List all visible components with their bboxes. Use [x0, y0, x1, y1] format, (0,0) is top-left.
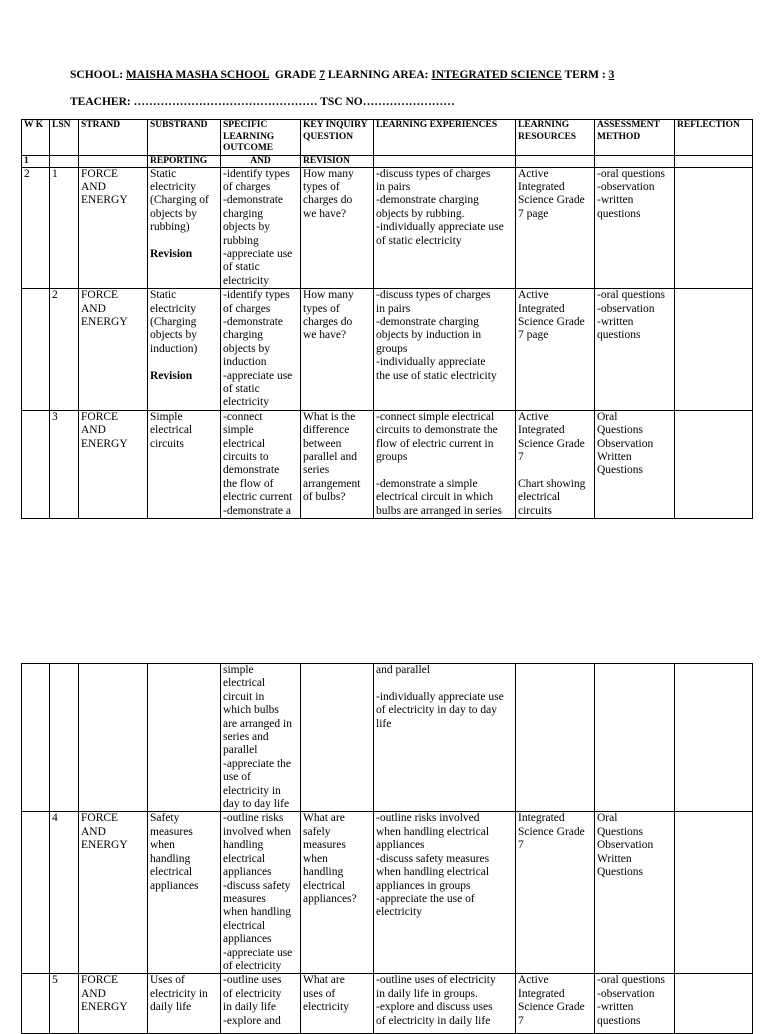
col-header-strand: STRAND	[79, 120, 148, 156]
scheme-table-page2	[21, 663, 753, 1034]
cell-resources	[516, 664, 595, 812]
cell-lsn: 5	[50, 974, 79, 1034]
cell-substrand: Simple electrical circuits	[148, 410, 221, 518]
week1-question: REVISION	[301, 155, 374, 167]
col-header-experiences: LEARNING EXPERIENCES	[374, 120, 516, 156]
table-body-page2	[22, 664, 753, 1034]
school-label: SCHOOL:	[70, 69, 124, 81]
cell-strand: FORCE AND ENERGY	[79, 974, 148, 1034]
cell-substrand: Safety measures when handling electrical appliances	[148, 812, 221, 974]
cell-assessment	[595, 664, 675, 812]
cell-experiences: -connect simple electrical circuits to demonstrate the flow of electric current in groups -demonstrate a simple electrical circuit in which bulbs are arranged in series	[374, 410, 516, 518]
col-header-wk: W K	[22, 120, 50, 156]
col-header-reflection: REFLECTION	[675, 120, 753, 156]
cell-strand: FORCE AND ENERGY	[79, 812, 148, 974]
table-row	[22, 410, 753, 518]
table-row	[22, 167, 753, 289]
week1-wk: 1	[22, 155, 50, 167]
cell-assessment: -oral questions -observation -written questions	[595, 289, 675, 411]
cell-question: What is the difference between parallel and series arrangement of bulbs?	[301, 410, 374, 518]
cell-substrand: Static electricity (Charging of objects by rubbing) Revision	[148, 167, 221, 289]
cell-wk	[22, 664, 50, 812]
cell-assessment: -oral questions -observation -written questions	[595, 974, 675, 1034]
cell-resources: Active Integrated Science Grade 7 Chart showing electrical circuits	[516, 410, 595, 518]
col-header-resources: LEARNING RESOURCES	[516, 120, 595, 156]
week1-outcome: AND	[221, 155, 301, 167]
cell-strand: FORCE AND ENERGY	[79, 410, 148, 518]
col-header-lsn: LSN	[50, 120, 79, 156]
cell-reflection	[675, 812, 753, 974]
col-header-outcome: SPECIFIC LEARNING OUTCOME	[221, 120, 301, 156]
term-label: TERM :	[564, 69, 606, 81]
cell-strand	[79, 664, 148, 812]
cell-assessment: Oral Questions Observation Written Questions	[595, 812, 675, 974]
cell-experiences: -discuss types of charges in pairs -demonstrate charging objects by rubbing. -individually appreciate use of static electricity	[374, 167, 516, 289]
header-teacher-line: TEACHER: ………………………………………… TSC NO……………………	[70, 96, 455, 108]
scheme-table-page1	[21, 119, 753, 519]
col-header-assessment: ASSESSMENT METHOD	[595, 120, 675, 156]
cell-strand: FORCE AND ENERGY	[79, 167, 148, 289]
grade-value: 7	[319, 69, 325, 81]
week1-substrand: REPORTING	[148, 155, 221, 167]
header-school-line	[70, 69, 614, 81]
cell-resources: Active Integrated Science Grade 7	[516, 974, 595, 1034]
cell-substrand: Uses of electricity in daily life	[148, 974, 221, 1034]
cell-question: What are uses of electricity	[301, 974, 374, 1034]
cell-outcome: -identify types of charges -demonstrate charging objects by rubbing -appreciate use of static electricity	[221, 167, 301, 289]
revision-note: Revision	[150, 369, 193, 382]
cell-reflection	[675, 167, 753, 289]
cell-outcome: -identify types of charges -demonstrate charging objects by induction -appreciate use of static electricity	[221, 289, 301, 411]
cell-outcome: -outline risks involved when handling electrical appliances -discuss safety measures when handling electrical appliances -appreciate use of electricity	[221, 812, 301, 974]
term-value: 3	[608, 69, 615, 81]
cell-wk: 2	[22, 167, 50, 289]
col-header-question: KEY INQUIRY QUESTION	[301, 120, 374, 156]
cell-experiences: -outline uses of electricity in daily life in groups. -explore and discuss uses of electricity in daily life	[374, 974, 516, 1034]
cell-assessment: Oral Questions Observation Written Questions	[595, 410, 675, 518]
cell-question: How many types of charges do we have?	[301, 289, 374, 411]
table-header-row	[22, 120, 753, 156]
grade-label: GRADE	[274, 69, 317, 81]
col-header-substrand: SUBSTRAND	[148, 120, 221, 156]
cell-lsn: 1	[50, 167, 79, 289]
school-name: MAISHA MASHA SCHOOL	[125, 69, 270, 81]
cell-experiences: and parallel -individually appreciate use of electricity in day to day life	[374, 664, 516, 812]
cell-experiences: -outline risks involved when handling electrical appliances -discuss safety measures when handling electrical appliances in groups -appreciate the use of electricity	[374, 812, 516, 974]
cell-wk	[22, 289, 50, 411]
table-row	[22, 289, 753, 411]
revision-note: Revision	[150, 247, 193, 260]
cell-resources: Integrated Science Grade 7	[516, 812, 595, 974]
cell-outcome: -connect simple electrical circuits to demonstrate the flow of electric current -demonstrate a	[221, 410, 301, 518]
learning-area-label: LEARNING AREA:	[327, 69, 429, 81]
cell-outcome: simple electrical circuit in which bulbs are arranged in series and parallel -appreciate the use of electricity in day to day life	[221, 664, 301, 812]
cell-wk	[22, 974, 50, 1034]
cell-outcome: -outline uses of electricity in daily life -explore and	[221, 974, 301, 1034]
cell-reflection	[675, 289, 753, 411]
cell-lsn: 3	[50, 410, 79, 518]
week1-row	[22, 155, 753, 167]
learning-area-value: INTEGRATED SCIENCE	[431, 69, 562, 81]
table-row	[22, 664, 753, 812]
table-row	[22, 812, 753, 974]
cell-lsn: 4	[50, 812, 79, 974]
cell-lsn: 2	[50, 289, 79, 411]
cell-wk	[22, 812, 50, 974]
cell-resources: Active Integrated Science Grade 7 page	[516, 289, 595, 411]
cell-reflection	[675, 974, 753, 1034]
table-body-page1	[22, 167, 753, 519]
cell-reflection	[675, 410, 753, 518]
cell-question	[301, 664, 374, 812]
cell-experiences: -discuss types of charges in pairs -demonstrate charging objects by induction in groups -individually appreciate the use of static electricity	[374, 289, 516, 411]
cell-resources: Active Integrated Science Grade 7 page	[516, 167, 595, 289]
cell-question: How many types of charges do we have?	[301, 167, 374, 289]
cell-reflection	[675, 664, 753, 812]
table-row	[22, 974, 753, 1034]
cell-lsn	[50, 664, 79, 812]
cell-substrand	[148, 664, 221, 812]
cell-wk	[22, 410, 50, 518]
cell-assessment: -oral questions -observation -written questions	[595, 167, 675, 289]
cell-substrand: Static electricity (Charging objects by induction) Revision	[148, 289, 221, 411]
cell-strand: FORCE AND ENERGY	[79, 289, 148, 411]
cell-question: What are safely measures when handling electrical appliances?	[301, 812, 374, 974]
